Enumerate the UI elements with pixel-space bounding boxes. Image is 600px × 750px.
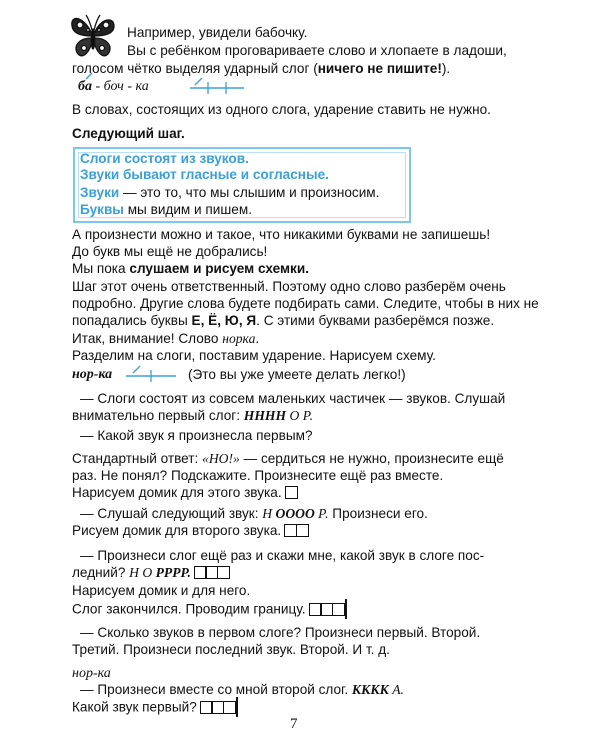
text-line: Третий. Произнеси последний звук. Второй. И т. д. — [72, 642, 390, 657]
text-line: В словах, состоящих из одного слога, ударение ставить не нужно. — [72, 102, 491, 117]
text-line: Нарисуем домик для этого звука. — [72, 484, 296, 501]
sound-cell — [223, 701, 236, 714]
page-number: 7 — [290, 716, 298, 732]
text-line: подробно. Другие слова будете подбирать сами. Следите, чтобы в них не — [72, 296, 539, 311]
sound-cell — [285, 486, 298, 499]
syllable-example: нор-ка — [72, 666, 111, 681]
syllable-scheme-icon — [190, 76, 246, 96]
syllable-example: ба - боч - ка — [78, 79, 149, 94]
text-line: (Это вы уже умеете делать легко!) — [188, 367, 406, 382]
text-line: — Произнеси вместе со мной второй слог. КККК А. — [80, 682, 404, 697]
rule-text: Звуки — это то, что мы слышим и произносим. — [80, 185, 380, 200]
text-line: — Слоги состоят из совсем маленьких частичек — звуков. Слушай — [80, 391, 506, 406]
sound-scheme — [284, 524, 307, 537]
text-line: внимательно первый слог: НННН О Р. — [72, 408, 314, 423]
syllable-example: нор-ка — [72, 367, 113, 382]
text-line: ледний? Н О РРРР. — [72, 564, 228, 581]
sound-cell — [296, 524, 309, 537]
text-line: попадались буквы Е, Ё, Ю, Я. С этими буквами разберёмся позже. — [72, 313, 495, 328]
text-line: Стандартный ответ: «НО!» — сердиться не нужно, произнесите ещё — [72, 451, 504, 466]
rule-text: Звуки бывают гласные и согласные. — [80, 167, 329, 182]
text-line: Какой звук первый? — [72, 698, 238, 718]
sound-scheme — [194, 566, 229, 579]
text-line: — Сколько звуков в первом слоге? Произнеси первый. Второй. — [80, 625, 481, 640]
sound-scheme — [285, 486, 297, 499]
sound-cell — [217, 566, 230, 579]
stress-mark-icon — [84, 72, 94, 80]
text-line: — Слушай следующий звук: Н OOOO Р. Произнеси его. — [80, 506, 428, 521]
text-line: Шаг этот очень ответственный. Поэтому одно слово разберём очень — [72, 279, 506, 294]
text-line: Например, увидели бабочку. — [127, 25, 308, 40]
text-line: Итак, внимание! Слово норка. — [72, 331, 260, 346]
syllable-scheme-icon — [126, 364, 178, 384]
text-line: До букв мы ещё не добрались! — [72, 244, 268, 259]
text-line: Вы с ребёнком проговариваете слово и хлопаете в ладоши, — [127, 43, 507, 58]
rule-text: Буквы мы видим и пишем. — [80, 202, 252, 217]
text-line: — Какой звук я произнесла первым? — [80, 428, 313, 443]
text-line: — Произнеси слог ещё раз и скажи мне, какой звук в слоге пос- — [80, 548, 485, 563]
text-line: Рисуем домик для второго звука. — [72, 522, 307, 539]
text-line: голосом чётко выделяя ударный слог (ничего не пишите!). — [72, 61, 451, 76]
text-line: раз. Не понял? Подскажите. Произнесите ещё раз вместе. — [72, 468, 444, 483]
section-heading: Следующий шаг. — [72, 126, 185, 141]
sound-scheme-with-boundary — [200, 697, 239, 717]
text-line: Слог закончился. Проводим границу. — [72, 600, 347, 620]
text-line: Мы пока слушаем и рисуем схемки. — [72, 261, 309, 276]
text-line: А произнести можно и такое, что никакими буквами не запишешь! — [72, 227, 491, 242]
text-line: Разделим на слоги, поставим ударение. Нарисуем схему. — [72, 348, 436, 363]
text-line: Нарисуем домик и для него. — [72, 583, 251, 598]
butterfly-icon — [66, 12, 120, 64]
rule-text: Слоги состоят из звуков. — [80, 151, 249, 166]
sound-cell — [332, 603, 345, 616]
sound-scheme-with-boundary — [309, 599, 348, 619]
